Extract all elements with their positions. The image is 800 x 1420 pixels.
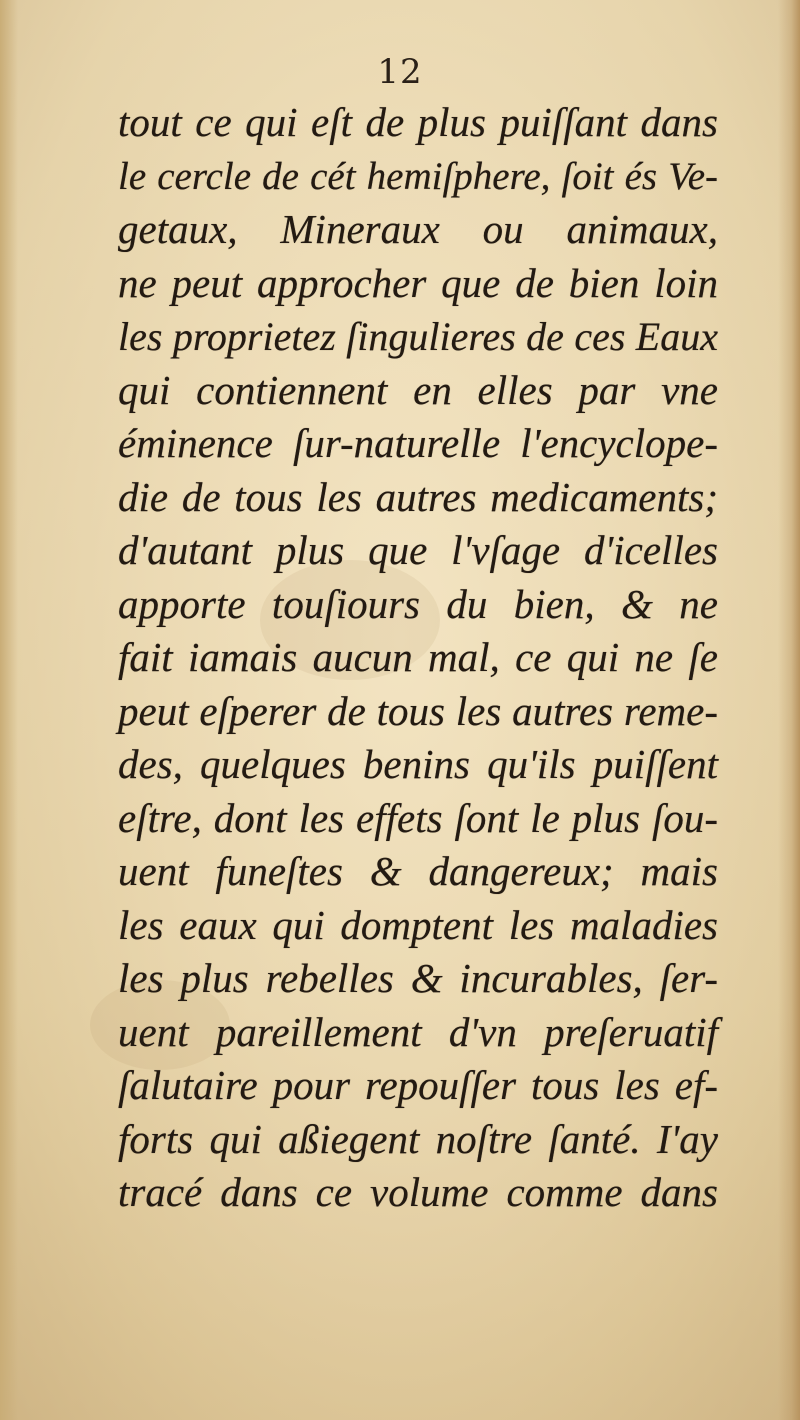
text-line: peut eſperer de tous les autres reme- (118, 687, 718, 734)
text-line: fait iamais aucun mal, ce qui ne ſe (118, 634, 718, 680)
text-line: des, quelques benins qu'ils puiſſent (118, 741, 718, 787)
text-line: tout ce qui eſt de plus puiſſant dans (118, 99, 718, 145)
text-line: les eaux qui domptent les maladies (118, 901, 718, 948)
page-edge-right (778, 0, 800, 1420)
text-line: ne peut approcher que de bien loin (118, 259, 718, 306)
text-line: die de tous les autres medicaments; (118, 473, 718, 520)
page-number: 12 (377, 52, 423, 92)
text-line: ſalutaire pour repouſſer tous les ef- (118, 1062, 718, 1108)
text-line: les plus rebelles & incurables, ſer- (118, 955, 718, 1001)
text-line: tracé dans ce volume comme dans (118, 1169, 718, 1215)
text-line: apporte touſiours du bien, & ne (118, 580, 718, 627)
text-line: d'autant plus que l'vſage d'icelles (118, 527, 718, 573)
text-line: uent funeſtes & dangereux; mais (118, 848, 718, 894)
text-line: le cercle de cét hemiſphere, ſoit és Ve- (118, 154, 718, 198)
text-line: éminence ſur-naturelle l'encyclope- (118, 420, 718, 466)
text-line: getaux, Mineraux ou animaux, (118, 206, 718, 252)
text-line: les proprietez ſingulieres de ces Eaux (118, 314, 718, 359)
page-edge-left (0, 0, 18, 1420)
text-line: forts qui aßiegent noſtre ſanté. I'ay (118, 1115, 718, 1162)
text-line: qui contiennent en elles par vne (118, 366, 718, 413)
body-text (118, 96, 718, 1220)
text-line: eſtre, dont les effets ſont le plus ſou- (118, 794, 718, 841)
text-line: uent pareillement d'vn preſeruatif (118, 1008, 718, 1055)
